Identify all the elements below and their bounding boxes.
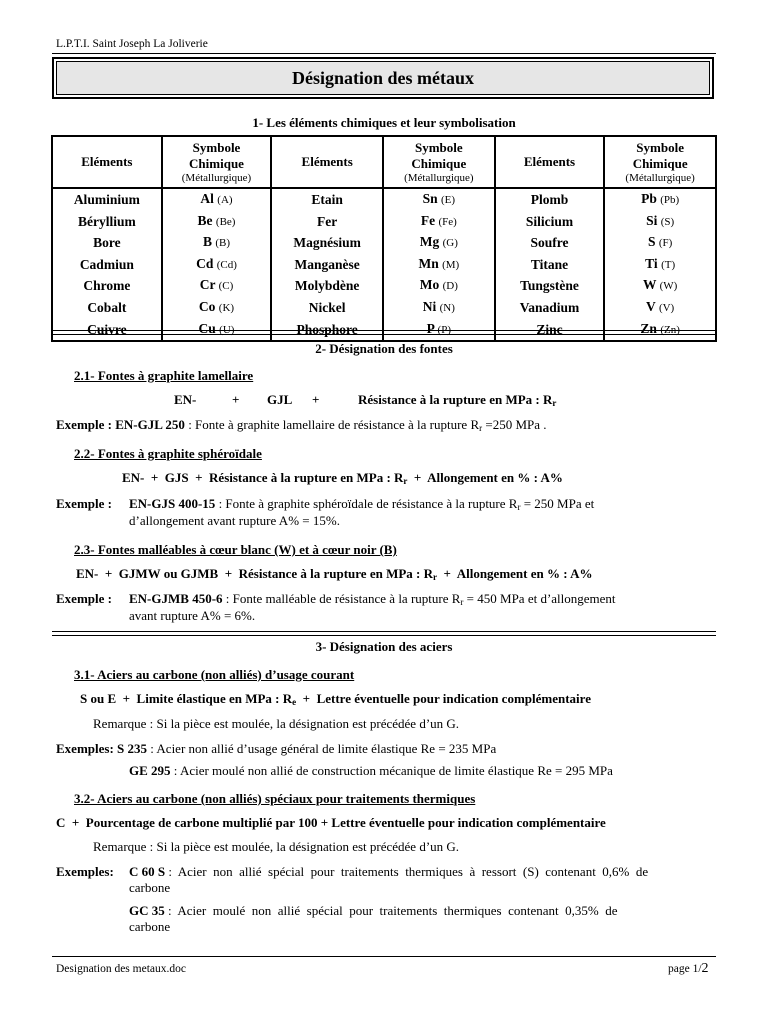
school-name: L.P.T.I. Saint Joseph La Joliverie (56, 38, 208, 50)
s23-formula-sub: r (433, 572, 438, 582)
col-symbol-line2: Chimique (189, 155, 244, 171)
s23-example-code: EN-GJMB 450-6 (129, 591, 223, 606)
element-metallurgic-symbol: (N) (439, 301, 455, 314)
element-metallurgic-symbol: (B) (215, 237, 231, 250)
s23-example-label (56, 591, 112, 607)
element-metallurgic-symbol: (V) (658, 301, 675, 314)
element-symbol-cell (383, 188, 495, 211)
element-symbol-cell (162, 297, 272, 319)
element-symbol: Zn (640, 320, 657, 336)
element-name: Cobalt (52, 297, 162, 319)
element-name: Nickel (271, 297, 383, 319)
element-metallurgic-symbol: (Pb) (660, 194, 680, 206)
s21-example-label: Exemple : (56, 417, 112, 432)
element-symbol: W (642, 277, 657, 293)
elements-table (51, 135, 717, 342)
s32-title: 3.2- Aciers au carbone (non alliés) spéciaux pour traitements thermiques (74, 791, 476, 806)
s22-example-label-text: Exemple : (56, 496, 112, 511)
s21-formula-gjl: GJL (267, 392, 293, 407)
element-symbol: Mn (418, 255, 439, 271)
element-symbol: Ni (422, 298, 437, 314)
element-metallurgic-symbol: (U) (219, 323, 235, 336)
element-symbol-cell (383, 211, 495, 233)
s32-example-label: Exemples: (56, 864, 114, 879)
s31-formula-sub: e (292, 697, 297, 707)
s21-example-text1: : Fonte à graphite lamellaire de résistance à la rupture R (184, 417, 480, 432)
element-symbol: Cd (196, 255, 214, 271)
s23-example-line2: avant rupture A% = 6%. (129, 608, 256, 623)
s32-example1-code: C 60 S (129, 864, 166, 879)
col-elements-1: Eléments (52, 136, 162, 188)
section3-title: 3- Désignation des aciers (315, 639, 453, 654)
element-symbol: V (646, 298, 656, 314)
s21-example-code: EN-GJL 250 (115, 417, 185, 432)
element-symbol: Mo (419, 277, 440, 293)
s23-example-text1: : Fonte malléable de résistance à la rupture R (222, 591, 461, 606)
element-symbol: Co (198, 298, 216, 314)
s23-example-label-text: Exemple : (56, 591, 112, 606)
s32-example1 (129, 864, 715, 896)
col-elements-3: Eléments (495, 136, 605, 188)
footer-page-label: page 1/ (668, 963, 702, 975)
element-symbol-cell (604, 232, 716, 254)
element-metallurgic-symbol: (K) (218, 301, 235, 314)
s32-example2 (129, 903, 715, 935)
s31-example2 (129, 763, 613, 779)
page-title: Désignation des métaux (56, 61, 710, 95)
element-symbol: P (426, 320, 435, 336)
element-metallurgic-symbol: (E) (441, 194, 456, 206)
element-symbol: Al (200, 191, 214, 206)
s32-formula: C + Pourcentage de carbone multiplié par 100 + Lettre éventuelle pour indication complémentaire (56, 815, 606, 830)
s23-formula-b: + Allongement en % : A% (437, 566, 593, 581)
s22-example-text2: = 250 MPa et (520, 496, 595, 511)
footer-filename: Designation des metaux.doc (56, 963, 186, 975)
element-name: Plomb (495, 188, 605, 211)
element-name: Aluminium (52, 188, 162, 211)
s32-remark: Remarque : Si la pièce est moulée, la désignation est précédée d’un G. (93, 839, 460, 854)
s32-example2-code: GC 35 (129, 903, 165, 918)
element-name: Silicium (495, 211, 605, 233)
s32-example2-line1 (129, 903, 715, 919)
element-symbol-cell (162, 211, 272, 233)
s31-remark: Remarque : Si la pièce est moulée, la désignation est précédée d’un G. (93, 716, 460, 731)
element-metallurgic-symbol: (F) (658, 237, 673, 250)
element-symbol: Mg (419, 234, 440, 250)
section-divider-2 (52, 631, 716, 636)
col-symbol-3 (604, 136, 716, 188)
element-metallurgic-symbol: (Zn) (660, 323, 680, 336)
table-row (52, 254, 716, 276)
s22-formula-b: + Allongement en % : A% (407, 470, 563, 485)
section-divider (52, 330, 716, 335)
col-symbol-note: (Métallurgique) (404, 171, 474, 184)
s23-formula-a: EN- + GJMW ou GJMB + Résistance à la rupture en MPa : R (76, 566, 434, 581)
element-metallurgic-symbol: (Cd) (216, 258, 237, 271)
s22-formula-sub: r (403, 476, 408, 486)
element-symbol-cell (383, 254, 495, 276)
element-name: Phosphore (271, 319, 383, 342)
element-symbol: Pb (641, 191, 657, 206)
element-symbol-cell (383, 275, 495, 297)
element-symbol-cell (604, 297, 716, 319)
element-symbol-cell (604, 275, 716, 297)
element-name: Manganèse (271, 254, 383, 276)
s21-title: 2.1- Fontes à graphite lamellaire (74, 368, 254, 383)
element-symbol: Cu (198, 320, 216, 336)
col-symbol-line1: Symbole (636, 139, 684, 155)
s31-example2-text: : Acier moulé non allié de construction mécanique de limite élastique Re = 295 MPa (170, 763, 613, 778)
element-name: Magnésium (271, 232, 383, 254)
element-symbol-cell (604, 188, 716, 211)
s22-example (129, 496, 715, 529)
s32-example1-line2: carbone (129, 880, 171, 895)
s32-example2-line2: carbone (129, 919, 171, 934)
s31-title: 3.1- Aciers au carbone (non alliés) d’usage courant (74, 667, 355, 682)
element-name: Cadmiun (52, 254, 162, 276)
elements-table-body (52, 188, 716, 341)
element-symbol: Cr (199, 277, 216, 293)
s21-example (56, 417, 547, 433)
s22-formula (122, 470, 563, 486)
col-elements-2: Eléments (271, 136, 383, 188)
element-symbol-cell (604, 211, 716, 233)
element-symbol: Fe (420, 212, 436, 228)
col-symbol-line1: Symbole (192, 139, 241, 155)
col-symbol-1 (162, 136, 272, 188)
s23-example-text2: = 450 MPa et d’allongement (463, 591, 616, 606)
s23-formula (76, 566, 592, 582)
s31-example2-code: GE 295 (129, 763, 171, 778)
col-symbol-note: (Métallurgique) (625, 171, 695, 184)
element-metallurgic-symbol: (M) (442, 258, 460, 271)
element-symbol-cell (383, 232, 495, 254)
table-row (52, 275, 716, 297)
element-metallurgic-symbol: (P) (437, 323, 451, 336)
element-symbol: Ti (645, 255, 658, 271)
s21-formula-resistance (358, 392, 556, 408)
s21-formula-plus2: + (312, 392, 320, 407)
s31-formula (80, 691, 591, 707)
s31-example1 (56, 741, 496, 757)
element-name: Fer (271, 211, 383, 233)
s23-title: 2.3- Fontes malléables à cœur blanc (W) et à cœur noir (B) (74, 542, 397, 557)
s21-example-text2: =250 MPa . (482, 417, 547, 432)
s31-example1-text: : Acier non allié d’usage général de limite élastique Re = 235 MPa (147, 741, 497, 756)
col-symbol-2 (383, 136, 495, 188)
element-symbol-cell (604, 254, 716, 276)
element-name: Titane (495, 254, 605, 276)
element-metallurgic-symbol: (W) (659, 280, 678, 293)
s23-example-line1 (129, 591, 715, 607)
element-metallurgic-symbol: (D) (442, 280, 458, 293)
element-name: Vanadium (495, 297, 605, 319)
element-symbol: S (647, 234, 656, 250)
element-name: Béryllium (52, 211, 162, 233)
footer-page-total: 2 (701, 961, 709, 976)
element-symbol: Si (646, 212, 658, 228)
element-name: Molybdène (271, 275, 383, 297)
s31-formula-a: S ou E + Limite élastique en MPa : R (80, 691, 293, 706)
table-row (52, 188, 716, 211)
col-symbol-note: (Métallurgique) (181, 171, 252, 184)
element-name: Zinc (495, 319, 605, 342)
col-symbol-line1: Symbole (415, 139, 463, 155)
element-name: Etain (271, 188, 383, 211)
s22-title: 2.2- Fontes à graphite sphéroïdale (74, 446, 262, 461)
element-metallurgic-symbol: (Fe) (438, 215, 457, 228)
s22-example-code: EN-GJS 400-15 (129, 496, 216, 511)
s23-example (129, 591, 715, 624)
s22-example-text1: : Fonte à graphite sphéroïdale de résistance à la rupture R (215, 496, 518, 511)
table-row (52, 297, 716, 319)
element-metallurgic-symbol: (Be) (215, 215, 236, 228)
element-symbol-cell (383, 297, 495, 319)
s32-example-label-wrap (56, 864, 114, 880)
s21-formula-plus1: + (232, 392, 240, 407)
element-symbol-cell (162, 254, 272, 276)
s22-example-line1 (129, 496, 715, 512)
s31-example-label: Exemples: (56, 741, 114, 756)
footer-rule (52, 956, 716, 957)
s21-formula-res-sub: r (552, 398, 557, 408)
section2-title: 2- Désignation des fontes (315, 341, 453, 356)
s21-formula-res-text: Résistance à la rupture en MPa : R (358, 392, 553, 407)
element-symbol-cell (162, 275, 272, 297)
col-symbol-line2: Chimique (411, 155, 467, 171)
section1-title: 1- Les éléments chimiques et leur symbolisation (252, 115, 516, 130)
element-metallurgic-symbol: (C) (218, 280, 234, 293)
header-rule (52, 53, 716, 54)
s31-formula-b: + Lettre éventuelle pour indication complémentaire (296, 691, 591, 706)
element-name: Bore (52, 232, 162, 254)
element-metallurgic-symbol: (G) (442, 237, 458, 250)
element-name: Soufre (495, 232, 605, 254)
element-metallurgic-symbol: (S) (660, 215, 675, 228)
s23-example-sub: r (460, 597, 464, 607)
s22-example-sub: r (517, 502, 521, 512)
col-symbol-line2: Chimique (632, 155, 688, 171)
element-symbol-cell (162, 232, 272, 254)
element-symbol: Sn (422, 191, 438, 206)
s32-example1-line1 (129, 864, 715, 880)
s21-formula-en: EN- (174, 392, 197, 407)
s22-example-label (56, 496, 112, 512)
s32-example1-text: : Acier non allié spécial pour traitements thermiques à ressort (S) contenant 0,6% de (165, 864, 649, 879)
element-metallurgic-symbol: (T) (661, 258, 676, 271)
element-name: Cuivre (52, 319, 162, 342)
table-row (52, 232, 716, 254)
s22-formula-a: EN- + GJS + Résistance à la rupture en MPa : R (122, 470, 404, 485)
element-symbol: Be (197, 212, 213, 228)
footer-page (668, 961, 709, 977)
s22-example-line2: d’allongement avant rupture A% = 15%. (129, 513, 340, 528)
element-symbol: B (202, 234, 212, 250)
s31-example1-code: S 235 (117, 741, 148, 756)
s21-example-sub: r (479, 423, 483, 433)
element-symbol-cell (162, 188, 272, 211)
title-box (52, 57, 714, 99)
element-metallurgic-symbol: (A) (217, 194, 233, 206)
element-name: Chrome (52, 275, 162, 297)
table-row (52, 211, 716, 233)
element-name: Tungstène (495, 275, 605, 297)
table-header-row (52, 136, 716, 188)
s32-example2-text: : Acier moulé non allié spécial pour traitements thermiques contenant 0,35% de (164, 903, 618, 918)
